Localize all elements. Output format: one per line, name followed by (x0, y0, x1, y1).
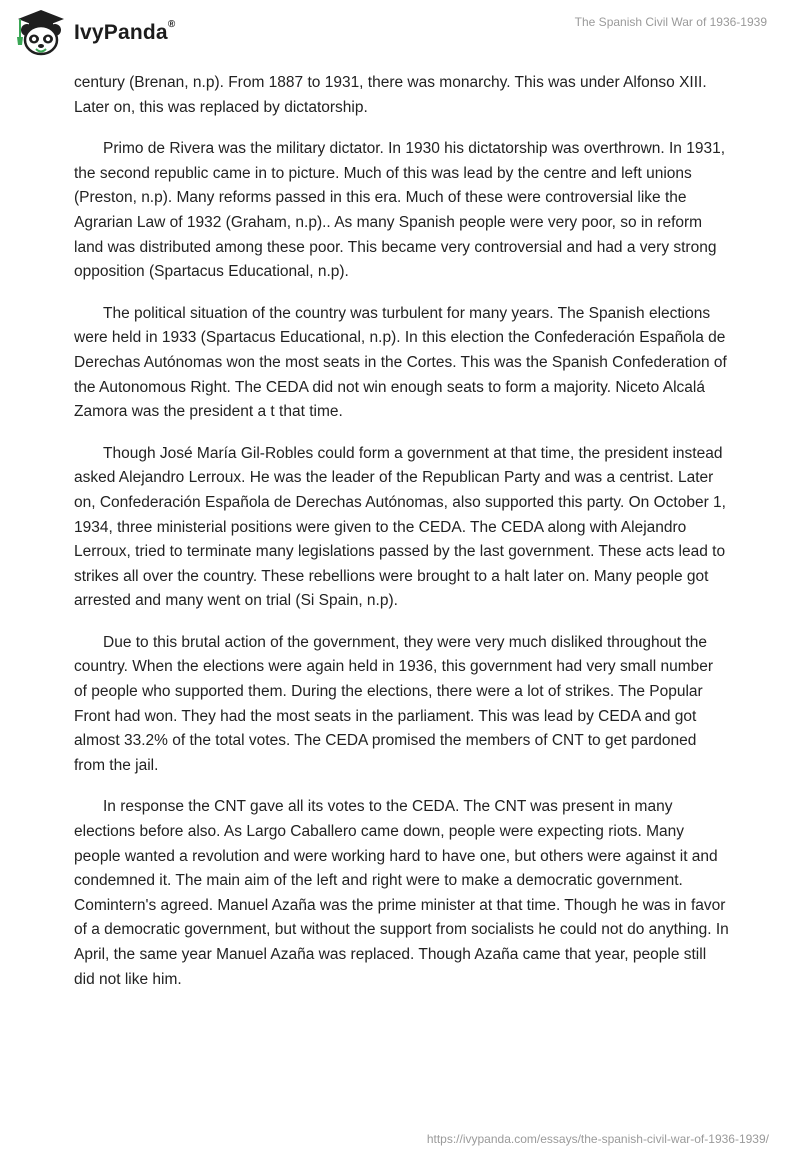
brand-name: IvyPanda® (74, 19, 176, 44)
page-header (0, 0, 800, 70)
essay-body (74, 71, 730, 1009)
paragraph: The political situation of the country was turbulent for many years. The Spanish elections were held in 1933 (Spartacus Educational, n.p). In this election the Confederación Española de Derechas Autónomas won the most seats in the Cortes. This was the Spanish Confederation of the Autonomous Right. The CEDA did not win enough seats to form a majority. Niceto Alcalá Zamora was the president a t that time. (74, 304, 727, 421)
paragraph: Primo de Rivera was the military dictator. In 1930 his dictatorship was overthrown. In 1931, the second republic came in to picture. Much of this was lead by the centre and left unions (Preston, n.p). Many reforms passed in this era. Much of these were controversial like the Agrarian Law of 1932 (Graham, n.p).. As many Spanish people were very poor, so in reform land was distributed among these poor. This became very controversial and had a very strong opposition (Spartacus Educational, n.p). (74, 140, 726, 281)
source-url[interactable]: https://ivypanda.com/essays/the-spanish-civil-war-of-1936-1939/ (426, 1132, 769, 1146)
brand-logo[interactable] (14, 8, 175, 58)
paragraph: century (Brenan, n.p). From 1887 to 1931, there was monarchy. This was under Alfonso XIII. Later on, this was replaced by dictatorship. (74, 74, 707, 116)
paragraph: In response the CNT gave all its votes to the CEDA. The CNT was present in many elections before also. As Largo Caballero came down, people were expecting riots. Many people wanted a revolution and were working hard to have one, but others were against it and condemned it. The main aim of the left and right were to make a democratic government. Comintern's agreed. Manuel Azaña was the prime minister at that time. Though he was in favor of a democratic government, but without the support from socialists he could not do anything. In April, the same year Manuel Azaña was replaced. Though Azaña came that year, people still did not like him. (74, 798, 729, 988)
panda-graduate-icon (14, 8, 68, 58)
paragraph: Though José María Gil-Robles could form a government at that time, the president instead asked Alejandro Lerroux. He was the leader of the Republican Party and was a centrist. Later on, Confederación Española de Derechas Autónomas, also supported this party. On October 1, 1934, three ministerial positions were given to the CEDA. The CEDA along with Alejandro Lerroux, tried to terminate many legislations passed by the last government. These acts lead to strikes all over the country. These rebellions were brought to a halt later on. Many people got arrested and many went on trial (Si Spain, n.p). (74, 444, 726, 610)
paragraph: Due to this brutal action of the government, they were very much disliked throughout the country. When the elections were again held in 1936, this government had very small number of people who supported them. During the elections, there were a lot of strikes. The Popular Front had won. They had the most seats in the parliament. This was lead by CEDA and got almost 33.2% of the total votes. The CEDA promised the members of CNT to get pardoned from the jail. (74, 633, 714, 774)
document-title: The Spanish Civil War of 1936-1939 (574, 15, 767, 29)
